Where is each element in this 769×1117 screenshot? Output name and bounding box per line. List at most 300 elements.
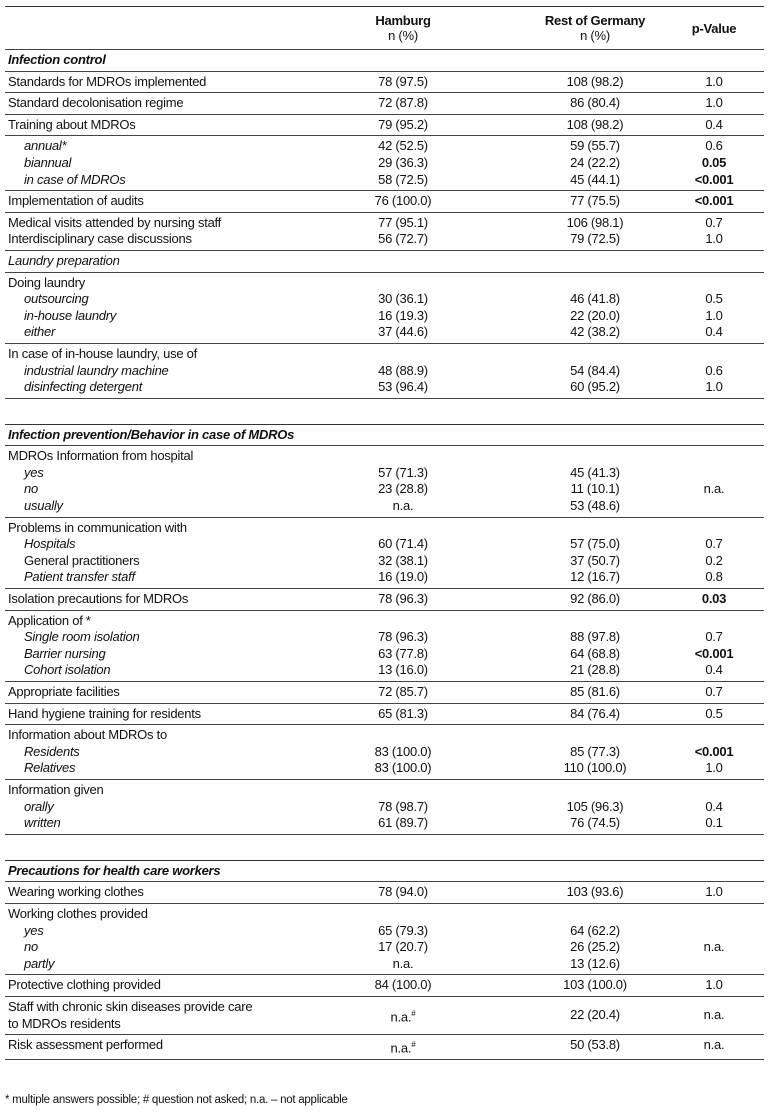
table-row [5,613,764,630]
table-row [5,74,764,91]
spacer [5,835,764,860]
hamburg-value [338,117,468,134]
hamburg-value [338,956,468,973]
row-label: disinfecting detergent [24,379,143,395]
table-row [5,799,764,816]
p-value [670,782,758,799]
hamburg-value [338,939,468,956]
rest-of-germany-value [530,906,660,923]
table-header [5,7,764,50]
table-row [5,977,764,994]
p-value: 1.0 [705,379,723,395]
p-value: 1.0 [705,95,723,111]
hamburg-value-text: 72 (85.7) [378,684,428,699]
section-heading [5,50,764,72]
p-value [670,613,758,630]
row-label: outsourcing [24,291,89,307]
hamburg-value [338,977,468,994]
p-value: 0.4 [705,116,723,132]
p-value: 0.7 [705,629,723,645]
rest-of-germany-value: 22 (20.4) [570,1007,620,1023]
p-value [670,727,758,744]
row-label: written [24,815,61,831]
row-label: usually [24,498,63,514]
rest-of-germany-value: 92 (86.0) [570,591,620,607]
rest-of-germany-value: 85 (81.6) [570,684,620,699]
row-label: Risk assessment performed [8,1037,163,1053]
p-value: <0.001 [694,171,734,187]
rest-of-germany-value: 26 (25.2) [570,939,620,955]
p-value: 0.7 [705,536,723,552]
rest-of-germany-value: 46 (41.8) [570,291,620,307]
footnote-marker: # [411,1040,416,1050]
p-value: 0.05 [701,154,727,170]
table-row [5,815,764,832]
hamburg-value-text: 48 (88.9) [378,362,428,378]
hamburg-value-text: 42 (52.5) [378,138,428,154]
results-table [5,6,764,1060]
hamburg-value-text: 56 (72.7) [378,231,428,247]
table-row [5,536,764,553]
hamburg-value-text: 61 (89.7) [378,815,428,831]
table-row [5,553,764,570]
table-row [5,629,764,646]
row-label: Implementation of audits [8,193,144,209]
table-row-group [5,682,764,704]
row-label: Medical visits attended by nursing staff [8,214,222,230]
hamburg-value [338,448,468,465]
hamburg-value-text: 53 (96.4) [378,379,428,395]
p-value: <0.001 [694,645,734,661]
row-label: Problems in communication with [8,519,187,535]
hamburg-value [338,215,468,232]
table-row [5,744,764,761]
table-row-group [5,191,764,213]
rest-of-germany-value: 54 (84.4) [570,362,620,378]
table-row [5,569,764,586]
table-row [5,379,764,396]
table-row-group [5,72,764,94]
rest-of-germany-value: 11 (10.1) [570,481,620,497]
hamburg-value [338,799,468,816]
rest-of-germany-value: 64 (68.8) [570,645,620,661]
table-row [5,465,764,482]
hamburg-value [338,760,468,777]
table-row [5,138,764,155]
rest-of-germany-value: 64 (62.2) [570,922,620,938]
table-row [5,155,764,172]
hamburg-value [338,923,468,940]
hamburg-value-text: 77 (95.1) [378,214,428,230]
hamburg-value [338,727,468,744]
row-label: in case of MDROs [24,171,126,187]
hamburg-value [338,138,468,155]
rest-of-germany-value: 106 (98.1) [566,214,624,230]
rest-of-germany-value: 110 (100.0) [563,760,627,776]
row-label: General practitioners [24,552,140,568]
hamburg-value [338,684,468,701]
hamburg-value [338,498,468,515]
rest-of-germany-value [530,520,660,537]
hamburg-value-text: 29 (36.3) [378,154,428,170]
p-value: <0.001 [694,193,734,209]
rest-of-germany-value: 42 (38.2) [570,324,620,340]
table-row [5,291,764,308]
row-label: Information about MDROs to [8,727,167,743]
table-row-group [5,1035,764,1060]
hamburg-value [338,363,468,380]
table-body [5,50,764,1060]
rest-of-germany-value: 50 (53.8) [570,1037,620,1053]
hamburg-value [338,536,468,553]
row-label: annual* [24,138,67,154]
table-row-group [5,136,764,191]
table-row-group [5,446,764,517]
table-row-group [5,704,764,726]
row-label: MDROs Information from hospital [8,448,194,464]
hamburg-value [338,346,468,363]
p-value [670,520,758,537]
hamburg-value [338,253,468,270]
table-row-group [5,93,764,115]
table-row-group [5,780,764,835]
table-row [5,308,764,325]
table-row [5,760,764,777]
hamburg-value-text: 78 (97.5) [378,73,428,89]
rest-of-germany-value: 103 (100.0) [563,977,627,993]
row-label: no [24,939,38,955]
rest-of-germany-value [530,253,660,270]
rest-of-germany-value: 13 (12.6) [570,955,620,971]
hamburg-value [338,155,468,172]
hamburg-value [338,465,468,482]
table-row [5,999,764,1032]
hamburg-value-text: n.a. [392,955,414,971]
table-row [5,448,764,465]
hamburg-value-text: n.a. [390,1040,412,1056]
p-value: 0.6 [705,138,723,154]
table-row [5,481,764,498]
col-pvalue-title: p-Value [691,20,737,36]
hamburg-value [338,324,468,341]
hamburg-value [338,379,468,396]
p-value: 0.5 [705,705,723,721]
table-row-group [5,975,764,997]
hamburg-value-text: 78 (96.3) [378,629,428,645]
row-label: Residents [24,743,80,759]
hamburg-value-text: 58 (72.5) [378,171,428,187]
col-hamburg-title: Hamburg [375,13,431,28]
p-value: 0.2 [705,552,723,568]
rest-of-germany-value: 108 (98.2) [566,116,624,132]
hamburg-value [338,782,468,799]
p-value: 0.6 [705,362,723,378]
table-row [5,884,764,901]
row-label: partly [24,955,55,971]
hamburg-value-text: 84 (100.0) [374,977,432,993]
hamburg-value-text: 79 (95.2) [378,116,428,132]
rest-of-germany-value: 103 (93.6) [566,884,624,900]
rest-of-germany-value [530,782,660,799]
row-label: either [24,324,56,340]
p-value [670,253,758,270]
hamburg-value-text: 60 (71.4) [378,536,428,552]
row-label: industrial laundry machine [24,362,169,378]
row-label: Barrier nursing [24,645,106,661]
p-value: 1.0 [705,884,723,900]
hamburg-value [338,569,468,586]
rest-of-germany-value [530,448,660,465]
table-row [5,346,764,363]
table-row [5,939,764,956]
table-row-group [5,251,764,273]
table-row [5,782,764,799]
table-row [5,923,764,940]
table-row-group [5,213,764,251]
row-label: Training about MDROs [8,116,136,132]
rest-of-germany-value [530,613,660,630]
p-value: 1.0 [705,73,723,89]
rest-of-germany-value: 60 (95.2) [570,379,620,395]
table-row [5,193,764,210]
table-row [5,646,764,663]
table-row [5,172,764,189]
hamburg-value [338,706,468,723]
hamburg-value [338,481,468,498]
rest-of-germany-value: 24 (22.2) [570,154,620,170]
section-title: Infection prevention/Behavior in case of MDROs [8,426,295,442]
p-value: 0.03 [701,591,727,607]
p-value: 0.7 [705,214,723,230]
table-row-group [5,273,764,344]
p-value: 0.4 [705,798,723,814]
row-label: yes [24,464,44,480]
hamburg-value-text: 78 (96.3) [378,591,428,607]
table-row [5,363,764,380]
table-row [5,324,764,341]
hamburg-value [338,815,468,832]
p-value [670,956,758,973]
rest-of-germany-value: 45 (41.3) [570,464,620,480]
row-label: yes [24,922,44,938]
p-value [670,275,758,292]
table-row-group [5,589,764,611]
section-heading [5,860,764,883]
table-row [5,706,764,723]
hamburg-value [338,520,468,537]
hamburg-value [338,906,468,923]
spacer [5,399,764,424]
table-row [5,956,764,973]
hamburg-value [338,1037,468,1057]
hamburg-value-text: 72 (87.8) [378,95,428,111]
rest-of-germany-value: 59 (55.7) [570,138,620,154]
row-label: in-house laundry [24,307,117,323]
col-rest-title: Rest of Germany [544,13,646,28]
table-row [5,117,764,134]
hamburg-value-text: 76 (100.0) [374,193,432,209]
hamburg-value-text: 78 (98.7) [378,798,428,814]
hamburg-value-text: n.a. [390,1008,412,1024]
col-rest-sub: n (%) [580,28,610,43]
table-row-group [5,518,764,589]
rest-of-germany-value: 108 (98.2) [566,73,624,89]
table-row [5,215,764,232]
table-row [5,498,764,515]
hamburg-value [338,629,468,646]
p-value: <0.001 [694,743,734,759]
p-value [670,923,758,940]
row-label: Application of * [8,612,91,628]
hamburg-value [338,74,468,91]
rest-of-germany-value: 79 (72.5) [570,231,620,247]
p-value [670,906,758,923]
rest-of-germany-value: 21 (28.8) [570,662,620,678]
hamburg-value [338,744,468,761]
rest-of-germany-value [530,346,660,363]
rest-of-germany-value: 12 (16.7) [570,569,620,585]
table-row-group [5,882,764,904]
p-value: 1.0 [705,231,723,247]
row-label: Hospitals [24,536,76,552]
table-row-group [5,115,764,137]
row-label: Laundry preparation [8,252,120,268]
row-label: Working clothes provided [8,905,148,921]
hamburg-value [338,308,468,325]
row-label: Standards for MDROs implemented [8,73,207,89]
p-value: n.a. [703,1037,725,1053]
hamburg-value [338,275,468,292]
p-value: 0.4 [705,662,723,678]
hamburg-value [338,613,468,630]
row-label: Isolation precautions for MDROs [8,591,189,607]
table-row [5,906,764,923]
p-value [670,448,758,465]
rest-of-germany-value: 57 (75.0) [570,536,620,552]
section-heading [5,424,764,447]
hamburg-value [338,646,468,663]
hamburg-value [338,1006,468,1026]
table-row-group [5,997,764,1035]
table-row [5,662,764,679]
table-row-group [5,611,764,682]
hamburg-value-text: 13 (16.0) [378,662,428,678]
p-value: 0.8 [705,569,723,585]
table-row [5,253,764,270]
row-label: no [24,481,38,497]
row-label: biannual [24,154,72,170]
footnote: * multiple answers possible; # question not asked; n.a. – not applicable [5,1094,348,1106]
hamburg-value [338,172,468,189]
p-value: 0.1 [705,815,723,831]
table-row [5,727,764,744]
rest-of-germany-value: 88 (97.8) [570,629,620,645]
p-value: n.a. [703,939,725,955]
hamburg-value-text: 32 (38.1) [378,552,428,568]
table-row [5,1037,764,1057]
p-value: 1.0 [705,977,723,993]
rest-of-germany-value [530,727,660,744]
hamburg-value-text: 65 (79.3) [378,922,428,938]
row-label: Patient transfer staff [24,569,135,585]
p-value: 0.4 [705,324,723,340]
rest-of-germany-value: 37 (50.7) [570,552,620,568]
row-label: In case of in-house laundry, use of [8,345,198,361]
hamburg-value-text: 23 (28.8) [378,481,428,497]
row-label: Single room isolation [24,629,140,645]
table-row [5,520,764,537]
hamburg-value [338,662,468,679]
hamburg-value-text: 37 (44.6) [378,324,428,340]
row-label: Cohort isolation [24,662,111,678]
table-row-group [5,904,764,975]
hamburg-value-text: 63 (77.8) [378,645,428,661]
hamburg-value-text: 83 (100.0) [374,760,432,776]
rest-of-germany-value: 85 (77.3) [570,743,620,759]
hamburg-value-text: 65 (81.3) [378,705,428,721]
row-label: Hand hygiene training for residents [8,705,201,721]
hamburg-value [338,591,468,608]
hamburg-value-text: 78 (94.0) [378,884,428,900]
row-label: Relatives [24,760,76,776]
table-row [5,95,764,112]
row-label: Doing laundry [8,274,85,290]
p-value: 1.0 [705,760,723,776]
row-label: Standard decolonisation regime [8,95,184,111]
rest-of-germany-value: 76 (74.5) [570,815,620,831]
p-value: n.a. [703,1007,725,1023]
hamburg-value [338,95,468,112]
section-title: Infection control [8,52,106,67]
footnote-marker: # [411,1008,416,1018]
p-value [670,346,758,363]
p-value [670,498,758,515]
hamburg-value-text: 17 (20.7) [378,939,428,955]
row [5,52,764,69]
rest-of-germany-value: 45 (44.1) [570,171,620,187]
table-row-group [5,344,764,399]
hamburg-value-text: 57 (71.3) [378,464,428,480]
rest-of-germany-value: 84 (76.4) [570,705,620,721]
row-label: Protective clothing provided [8,977,161,993]
hamburg-value-text: 16 (19.0) [378,569,428,585]
p-value: 0.7 [705,684,723,699]
row-label: Staff with chronic skin diseases provide care to MDROs residents [8,998,253,1031]
row [5,863,764,880]
row-label: orally [24,798,54,814]
hamburg-value-text: 30 (36.1) [378,291,428,307]
p-value: n.a. [703,481,725,497]
hamburg-value [338,291,468,308]
col-hamburg-sub: n (%) [388,28,418,43]
row-label: Information given [8,781,104,797]
section-title: Precautions for health care workers [8,862,221,878]
row-label: Interdisciplinary case discussions [8,231,192,247]
hamburg-value [338,884,468,901]
hamburg-value-text: 83 (100.0) [374,743,432,759]
table-row [5,231,764,248]
hamburg-value [338,553,468,570]
hamburg-value-text: n.a. [392,498,414,514]
row-label: Appropriate facilities [8,684,120,699]
rest-of-germany-value: 77 (75.5) [570,193,620,209]
p-value: 0.5 [705,291,723,307]
p-value: 1.0 [705,307,723,323]
table-row-group [5,725,764,780]
row [5,427,764,444]
table-row [5,591,764,608]
rest-of-germany-value: 53 (48.6) [570,498,620,514]
